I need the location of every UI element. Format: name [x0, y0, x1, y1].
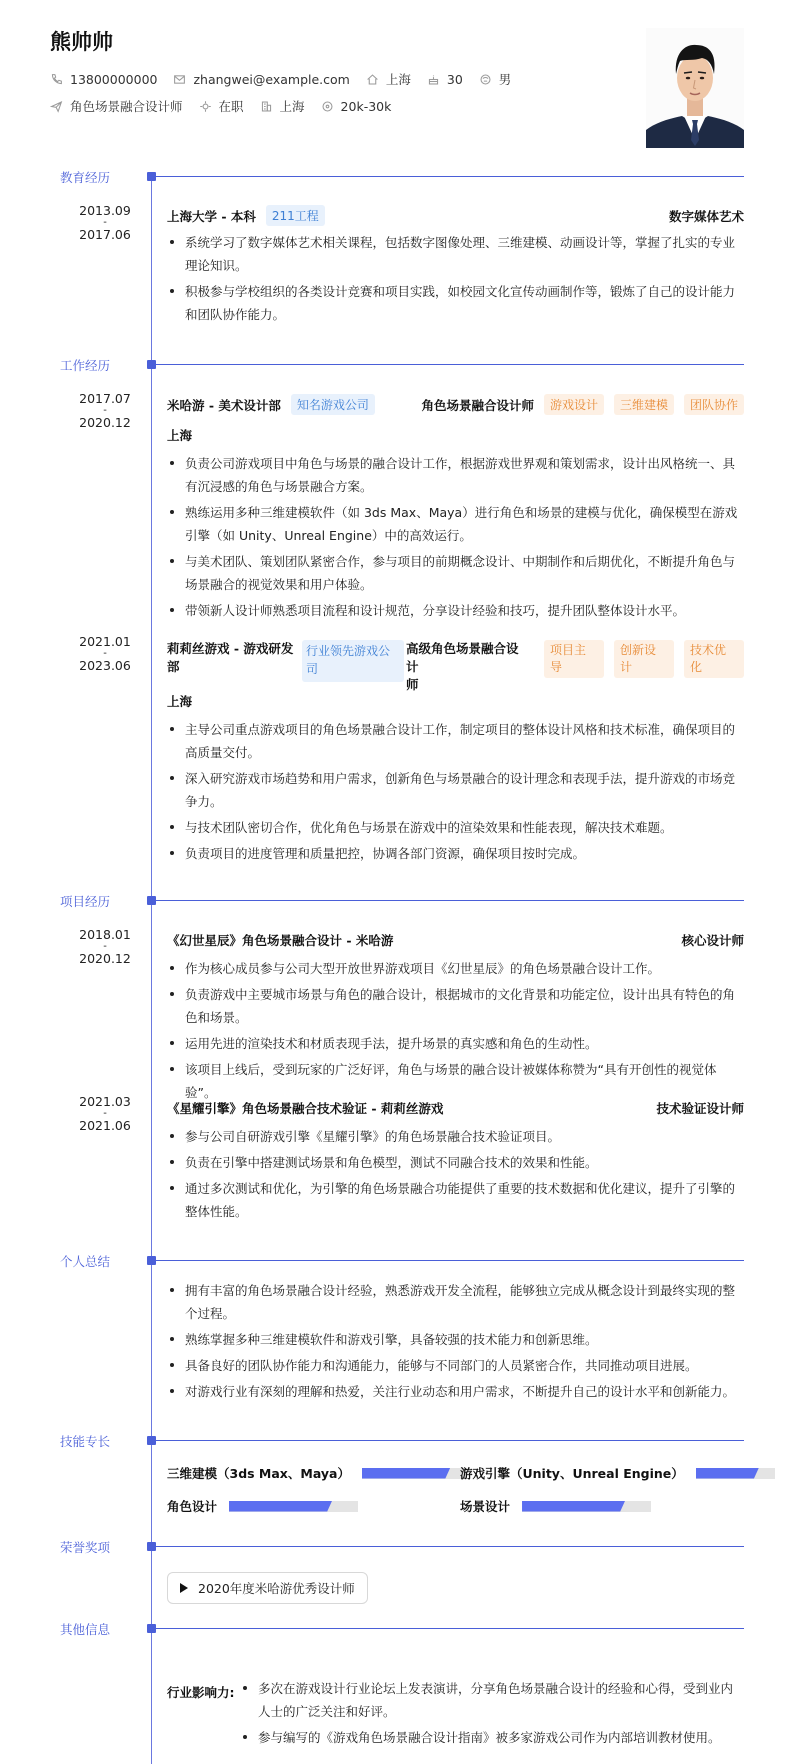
work-date: 2017.07 - 2020.12	[79, 391, 131, 430]
section-title-summary: 个人总结	[60, 1254, 111, 1269]
skill-name: 场景设计	[460, 1499, 511, 1514]
project-title: 《幻世星辰》角色场景融合设计 - 米哈游	[167, 933, 394, 948]
list-item: 带领新人设计师熟悉项目流程和设计规范，分享设计经验和技巧，提升团队整体设计水平。	[167, 599, 744, 622]
date-end: 2017.06	[79, 227, 131, 242]
target-city-text: 上海	[279, 99, 305, 114]
skill-bar	[522, 1501, 651, 1512]
age-text: 30	[446, 71, 463, 87]
skill-tag: 游戏设计	[544, 394, 604, 415]
list-item: 负责游戏中主要城市场景与角色的融合设计，根据城市的文化背景和功能定位，设计出具有特色的角色和场景。	[167, 983, 744, 1029]
skill-tag: 团队协作	[684, 394, 744, 415]
date-end: 2020.12	[79, 415, 131, 430]
skill-item	[167, 1464, 466, 1482]
award-text: 2020年度米哈游优秀设计师	[198, 1581, 355, 1596]
portrait-image	[646, 28, 744, 148]
date-start: 2017.07	[79, 391, 131, 406]
project-bullets	[167, 1125, 744, 1226]
project-role: 核心设计师	[681, 933, 744, 948]
section-marker	[147, 1624, 156, 1633]
skill-tag: 三维建模	[614, 394, 674, 415]
list-item: 积极参与学校组织的各类设计竞赛和项目实践，如校园文化宣传动画制作等，锻炼了自己的设计能力和团队协作能力。	[167, 280, 744, 326]
list-item: 作为核心成员参与公司大型开放世界游戏项目《幻世星辰》的角色场景融合设计工作。	[167, 957, 744, 980]
award-item[interactable]	[167, 1572, 368, 1604]
contact-row	[50, 70, 527, 88]
list-item: 系统学习了数字媒体艺术相关课程，包括数字图像处理、三维建模、动画设计等，掌握了扎实的专业理论知识。	[167, 231, 744, 277]
project-role: 技术验证设计师	[656, 1101, 744, 1116]
city-item	[366, 70, 411, 88]
skill-bar	[362, 1468, 466, 1479]
skill-bar-fill	[229, 1501, 332, 1512]
section-marker	[147, 896, 156, 905]
phone-text: 13800000000	[70, 71, 158, 87]
company-tag: 行业领先游戏公司	[302, 640, 404, 682]
skill-name: 角色设计	[167, 1499, 218, 1514]
education-bullets	[167, 231, 744, 329]
project-date: 2021.03 - 2021.06	[79, 1094, 131, 1133]
summary-bullets	[167, 1279, 744, 1406]
home-icon	[366, 73, 379, 86]
company-name: 米哈游 - 美术设计部	[167, 397, 281, 413]
other-bullets	[240, 1677, 744, 1752]
date-end: 2020.12	[79, 951, 131, 966]
section-marker	[147, 1542, 156, 1551]
skill-bar-fill	[522, 1501, 625, 1512]
skill-bar	[229, 1501, 358, 1512]
skill-bar-fill	[362, 1468, 450, 1479]
list-item: 深入研究游戏市场趋势和用户需求，创新角色与场景融合的设计理念和表现手法，提升游戏的市场竞争力。	[167, 767, 744, 813]
work-header	[167, 640, 744, 694]
gender-icon	[479, 73, 492, 86]
list-item: 拥有丰富的角色场景融合设计经验，熟悉游戏开发全流程，能够独立完成从概念设计到最终实现的整个过程。	[167, 1279, 744, 1325]
project-date: 2018.01 - 2020.12	[79, 927, 131, 966]
skill-tag: 项目主 导	[544, 640, 604, 678]
mail-icon	[173, 73, 186, 86]
skill-tag: 技术优 化	[684, 640, 744, 678]
section-divider	[151, 1440, 744, 1441]
date-end: 2021.06	[79, 1118, 131, 1133]
job-role: 角色场景融合设计师	[421, 397, 534, 413]
list-item: 主导公司重点游戏项目的角色场景融合设计工作，制定项目的整体设计风格和技术标准，确保项目的高质量交付。	[167, 718, 744, 764]
building-icon	[260, 100, 273, 113]
list-item: 运用先进的渲染技术和材质表现手法，提升场景的真实感和角色的生动性。	[167, 1032, 744, 1055]
school-tag: 211工程	[266, 205, 325, 226]
list-item: 参与公司自研游戏引擎《星耀引擎》的角色场景融合技术验证项目。	[167, 1125, 744, 1148]
gender-item	[479, 70, 512, 88]
date-start: 2021.01	[79, 634, 131, 649]
list-item: 多次在游戏设计行业论坛上发表演讲，分享角色场景融合设计的经验和心得，受到业内人士的广泛关注和好评。	[240, 1677, 744, 1723]
section-title-education: 教育经历	[60, 170, 111, 185]
skill-name: 游戏引擎（Unity、Unreal Engine）	[460, 1466, 684, 1481]
send-icon	[50, 100, 63, 113]
section-divider	[151, 1546, 744, 1547]
work-bullets	[167, 452, 744, 625]
section-title-work: 工作经历	[60, 358, 111, 373]
section-title-other: 其他信息	[60, 1622, 111, 1637]
date-end: 2023.06	[79, 658, 131, 673]
salary-item	[321, 99, 392, 114]
list-item: 负责项目的进度管理和质量把控，协调各部门资源，确保项目按时完成。	[167, 842, 744, 865]
work-bullets	[167, 718, 744, 868]
phone-item	[50, 72, 157, 87]
school-name: 上海大学 - 本科	[167, 208, 256, 224]
section-title-projects: 项目经历	[60, 894, 111, 909]
phone-icon	[50, 73, 63, 86]
profile-photo	[646, 28, 744, 148]
status-item	[199, 97, 244, 115]
list-item: 具备良好的团队协作能力和沟通能力，能够与不同部门的人员紧密合作，共同推动项目进展。	[167, 1354, 744, 1377]
section-marker	[147, 1436, 156, 1445]
list-item: 与美术团队、策划团队紧密合作，参与项目的前期概念设计、中期制作和后期优化，不断提升角色与场景融合的视觉效果和用户体验。	[167, 550, 744, 596]
education-date: 2013.09 - 2017.06	[79, 203, 131, 242]
project-header	[167, 1099, 744, 1117]
list-item: 该项目上线后，受到玩家的广泛好评，角色与场景的融合设计被媒体称赞为“具有开创性的视觉体验”。	[167, 1058, 744, 1104]
list-item: 对游戏行业有深刻的理解和热爱，关注行业动态和用户需求，不断提升自己的设计水平和创新能力。	[167, 1380, 744, 1403]
email-text: zhangwei@example.com	[193, 71, 350, 87]
list-item: 参与编写的《游戏角色场景融合设计指南》被多家游戏公司作为内部培训教材使用。	[240, 1726, 744, 1749]
other-label: 行业影响力:	[167, 1685, 235, 1700]
age-item	[427, 72, 463, 87]
list-item: 通过多次测试和优化，为引擎的角色场景融合功能提供了重要的技术数据和优化建议，提升了引擎的整体性能。	[167, 1177, 744, 1223]
cake-icon	[427, 73, 440, 86]
play-icon	[180, 1583, 188, 1593]
section-divider	[151, 364, 744, 365]
section-divider	[151, 176, 744, 177]
project-header	[167, 931, 744, 949]
company-name: 莉莉丝游戏 - 游戏研发 部	[167, 641, 294, 674]
work-header	[167, 394, 744, 415]
section-marker	[147, 360, 156, 369]
skill-name: 三维建模（3ds Max、Maya）	[167, 1466, 350, 1481]
section-title-skills: 技能专长	[60, 1434, 111, 1449]
list-item: 负责公司游戏项目中角色与场景的融合设计工作，根据游戏世界观和策划需求，设计出风格统一、具有沉浸感的角色与场景融合方案。	[167, 452, 744, 498]
city-text: 上海	[385, 72, 411, 87]
work-city: 上海	[167, 428, 193, 443]
salary-text: 20k-30k	[340, 98, 392, 114]
email-item	[173, 72, 349, 87]
resume-name: 熊帅帅	[50, 30, 113, 54]
list-item: 熟练运用多种三维建模软件（如 3ds Max、Maya）进行角色和场景的建模与优化，确保模型在游戏引擎（如 Unity、Unreal Engine）中的高效运行。	[167, 501, 744, 547]
gender-text: 男	[498, 72, 512, 87]
section-divider	[151, 900, 744, 901]
salary-icon	[321, 100, 334, 113]
work-city: 上海	[167, 694, 193, 709]
status-text: 在职	[218, 99, 244, 114]
work-date: 2021.01 - 2023.06	[79, 634, 131, 673]
list-item: 熟练掌握多种三维建模软件和游戏引擎，具备较强的技术能力和创新思维。	[167, 1328, 744, 1351]
skill-bar	[696, 1468, 775, 1479]
skill-tag: 创新设 计	[614, 640, 674, 678]
project-title: 《星耀引擎》角色场景融合技术验证 - 莉莉丝游戏	[167, 1101, 444, 1116]
date-start: 2021.03	[79, 1094, 131, 1109]
target-job-item	[50, 97, 183, 115]
target-city-item	[260, 97, 305, 115]
company-tag: 知名游戏公司	[291, 394, 375, 415]
list-item: 与技术团队密切合作，优化角色与场景在游戏中的渲染效果和性能表现，解决技术难题。	[167, 816, 744, 839]
section-divider	[151, 1260, 744, 1261]
timeline-line	[151, 178, 152, 1764]
date-start: 2013.09	[79, 203, 131, 218]
education-header	[167, 205, 744, 226]
section-title-awards: 荣誉奖项	[60, 1540, 111, 1555]
status-icon	[199, 100, 212, 113]
major: 数字媒体艺术	[668, 208, 744, 224]
section-marker	[147, 172, 156, 181]
date-start: 2018.01	[79, 927, 131, 942]
list-item: 负责在引擎中搭建测试场景和角色模型，测试不同融合技术的效果和性能。	[167, 1151, 744, 1174]
target-job-text: 角色场景融合设计师	[70, 99, 183, 114]
project-bullets	[167, 957, 744, 1107]
job-role: 高级角色场景融合设计 师	[406, 641, 519, 692]
section-marker	[147, 1256, 156, 1265]
skill-item	[460, 1497, 651, 1515]
skill-item	[460, 1464, 775, 1482]
skill-bar-fill	[696, 1468, 759, 1479]
section-divider	[151, 1628, 744, 1629]
skill-item	[167, 1497, 358, 1515]
job-intent-row	[50, 97, 407, 115]
